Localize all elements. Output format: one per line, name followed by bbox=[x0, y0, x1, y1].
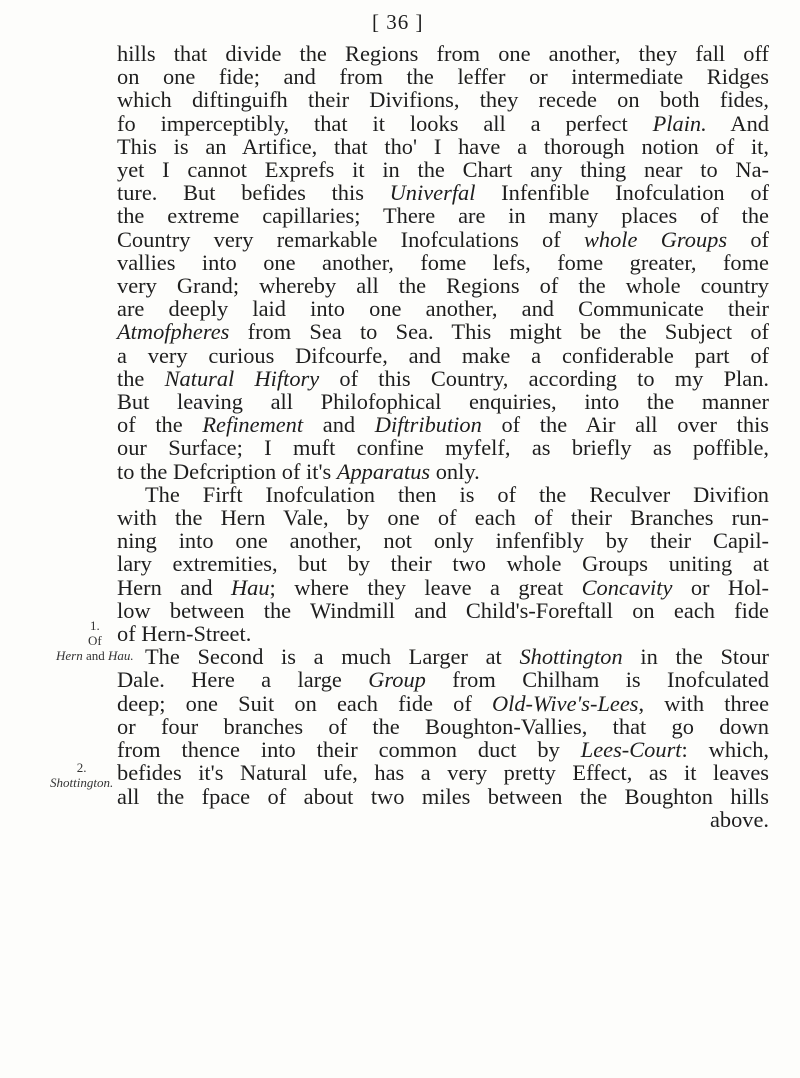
text-line: The Firft Inofculation then is of the Reculver Divifion bbox=[145, 481, 769, 507]
text-line: ning into one another, not only infenfibly by their Capil- bbox=[117, 528, 769, 554]
text-line: lary extremities, but by their two whole Groups uniting at bbox=[117, 551, 769, 577]
text-line: fo imperceptibly, that it looks all a perfect Plain. And bbox=[117, 110, 769, 136]
margin-note-label: Of bbox=[87, 633, 102, 648]
page-number: [ 36 ] bbox=[372, 10, 424, 34]
text-line: The Second is a much Larger at Shottington in the Stour bbox=[145, 644, 769, 670]
text-line: which diftinguifh their Divifions, they recede on both fides, bbox=[117, 87, 769, 113]
text-line: Atmofpheres from Sea to Sea. This might be the Subject of bbox=[117, 319, 769, 345]
margin-note-second bbox=[50, 760, 113, 790]
text-line: the Natural Hiftory of this Country, according to my Plan. bbox=[117, 365, 770, 391]
margin-note-text: Shottington. bbox=[50, 775, 114, 790]
text-line: with the Hern Vale, by one of each of their Branches run- bbox=[117, 505, 769, 531]
text-line: or four branches of the Boughton-Vallies, that go down bbox=[117, 713, 769, 739]
text-line: hills that divide the Regions from one another, they fall off bbox=[117, 41, 769, 66]
text-line: Hern and Hau; where they leave a great Concavity or Hol- bbox=[117, 574, 769, 600]
text-line: are deeply laid into one another, and Communicate their bbox=[117, 296, 769, 322]
text-line: ture. But befides this Univerfal Infenfible Inofculation of bbox=[117, 180, 769, 206]
text-line: to the Defcription of it's Apparatus only. bbox=[117, 458, 480, 484]
text-line: Country very remarkable Inofculations of whole Groups of bbox=[117, 226, 770, 252]
text-line: low between the Windmill and Child's-Foreftall on each fide bbox=[117, 597, 769, 623]
margin-note-text: Hern and Hau. bbox=[56, 648, 134, 663]
text-line: above. bbox=[709, 806, 769, 832]
text-line: a very curious Difcourfe, and make a confiderable part of bbox=[117, 342, 769, 368]
text-line: very Grand; whereby all the Regions of the whole country bbox=[117, 273, 769, 299]
text-line: Dale. Here a large Group from Chilham is Inofculated bbox=[117, 667, 769, 693]
margin-note-number: 1. bbox=[89, 618, 100, 633]
text-line: befides it's Natural ufe, has a very pretty Effect, as it leaves bbox=[117, 760, 769, 786]
text-line: deep; one Suit on each fide of Old-Wive's-Lees, with three bbox=[117, 690, 770, 716]
margin-note-first bbox=[56, 618, 134, 663]
text-line: yet I cannot Exprefs it in the Chart any thing near to Na- bbox=[117, 157, 769, 183]
text-line: of the Refinement and Diftribution of the Air all over this bbox=[117, 412, 770, 438]
text-line: from thence into their common duct by Lees-Court: which, bbox=[117, 737, 770, 763]
text-line: But leaving all Philofophical enquiries, into the manner bbox=[117, 389, 769, 415]
text-line: all the fpace of about two miles between the Boughton hills bbox=[117, 783, 769, 809]
text-line: This is an Artifice, that tho' I have a thorough notion of it, bbox=[117, 133, 769, 159]
margin-note-number: 2. bbox=[76, 760, 87, 775]
text-line: of Hern-Street. bbox=[117, 621, 252, 647]
body-text bbox=[117, 42, 769, 831]
text-line: our Surface; I muft confine myfelf, as briefly as poffible, bbox=[117, 435, 769, 461]
text-line: vallies into one another, fome lefs, fome greater, fome bbox=[117, 249, 769, 275]
text-line: on one fide; and from the leffer or intermediate Ridges bbox=[117, 64, 769, 90]
text-line: the extreme capillaries; There are in many places of the bbox=[117, 203, 769, 229]
